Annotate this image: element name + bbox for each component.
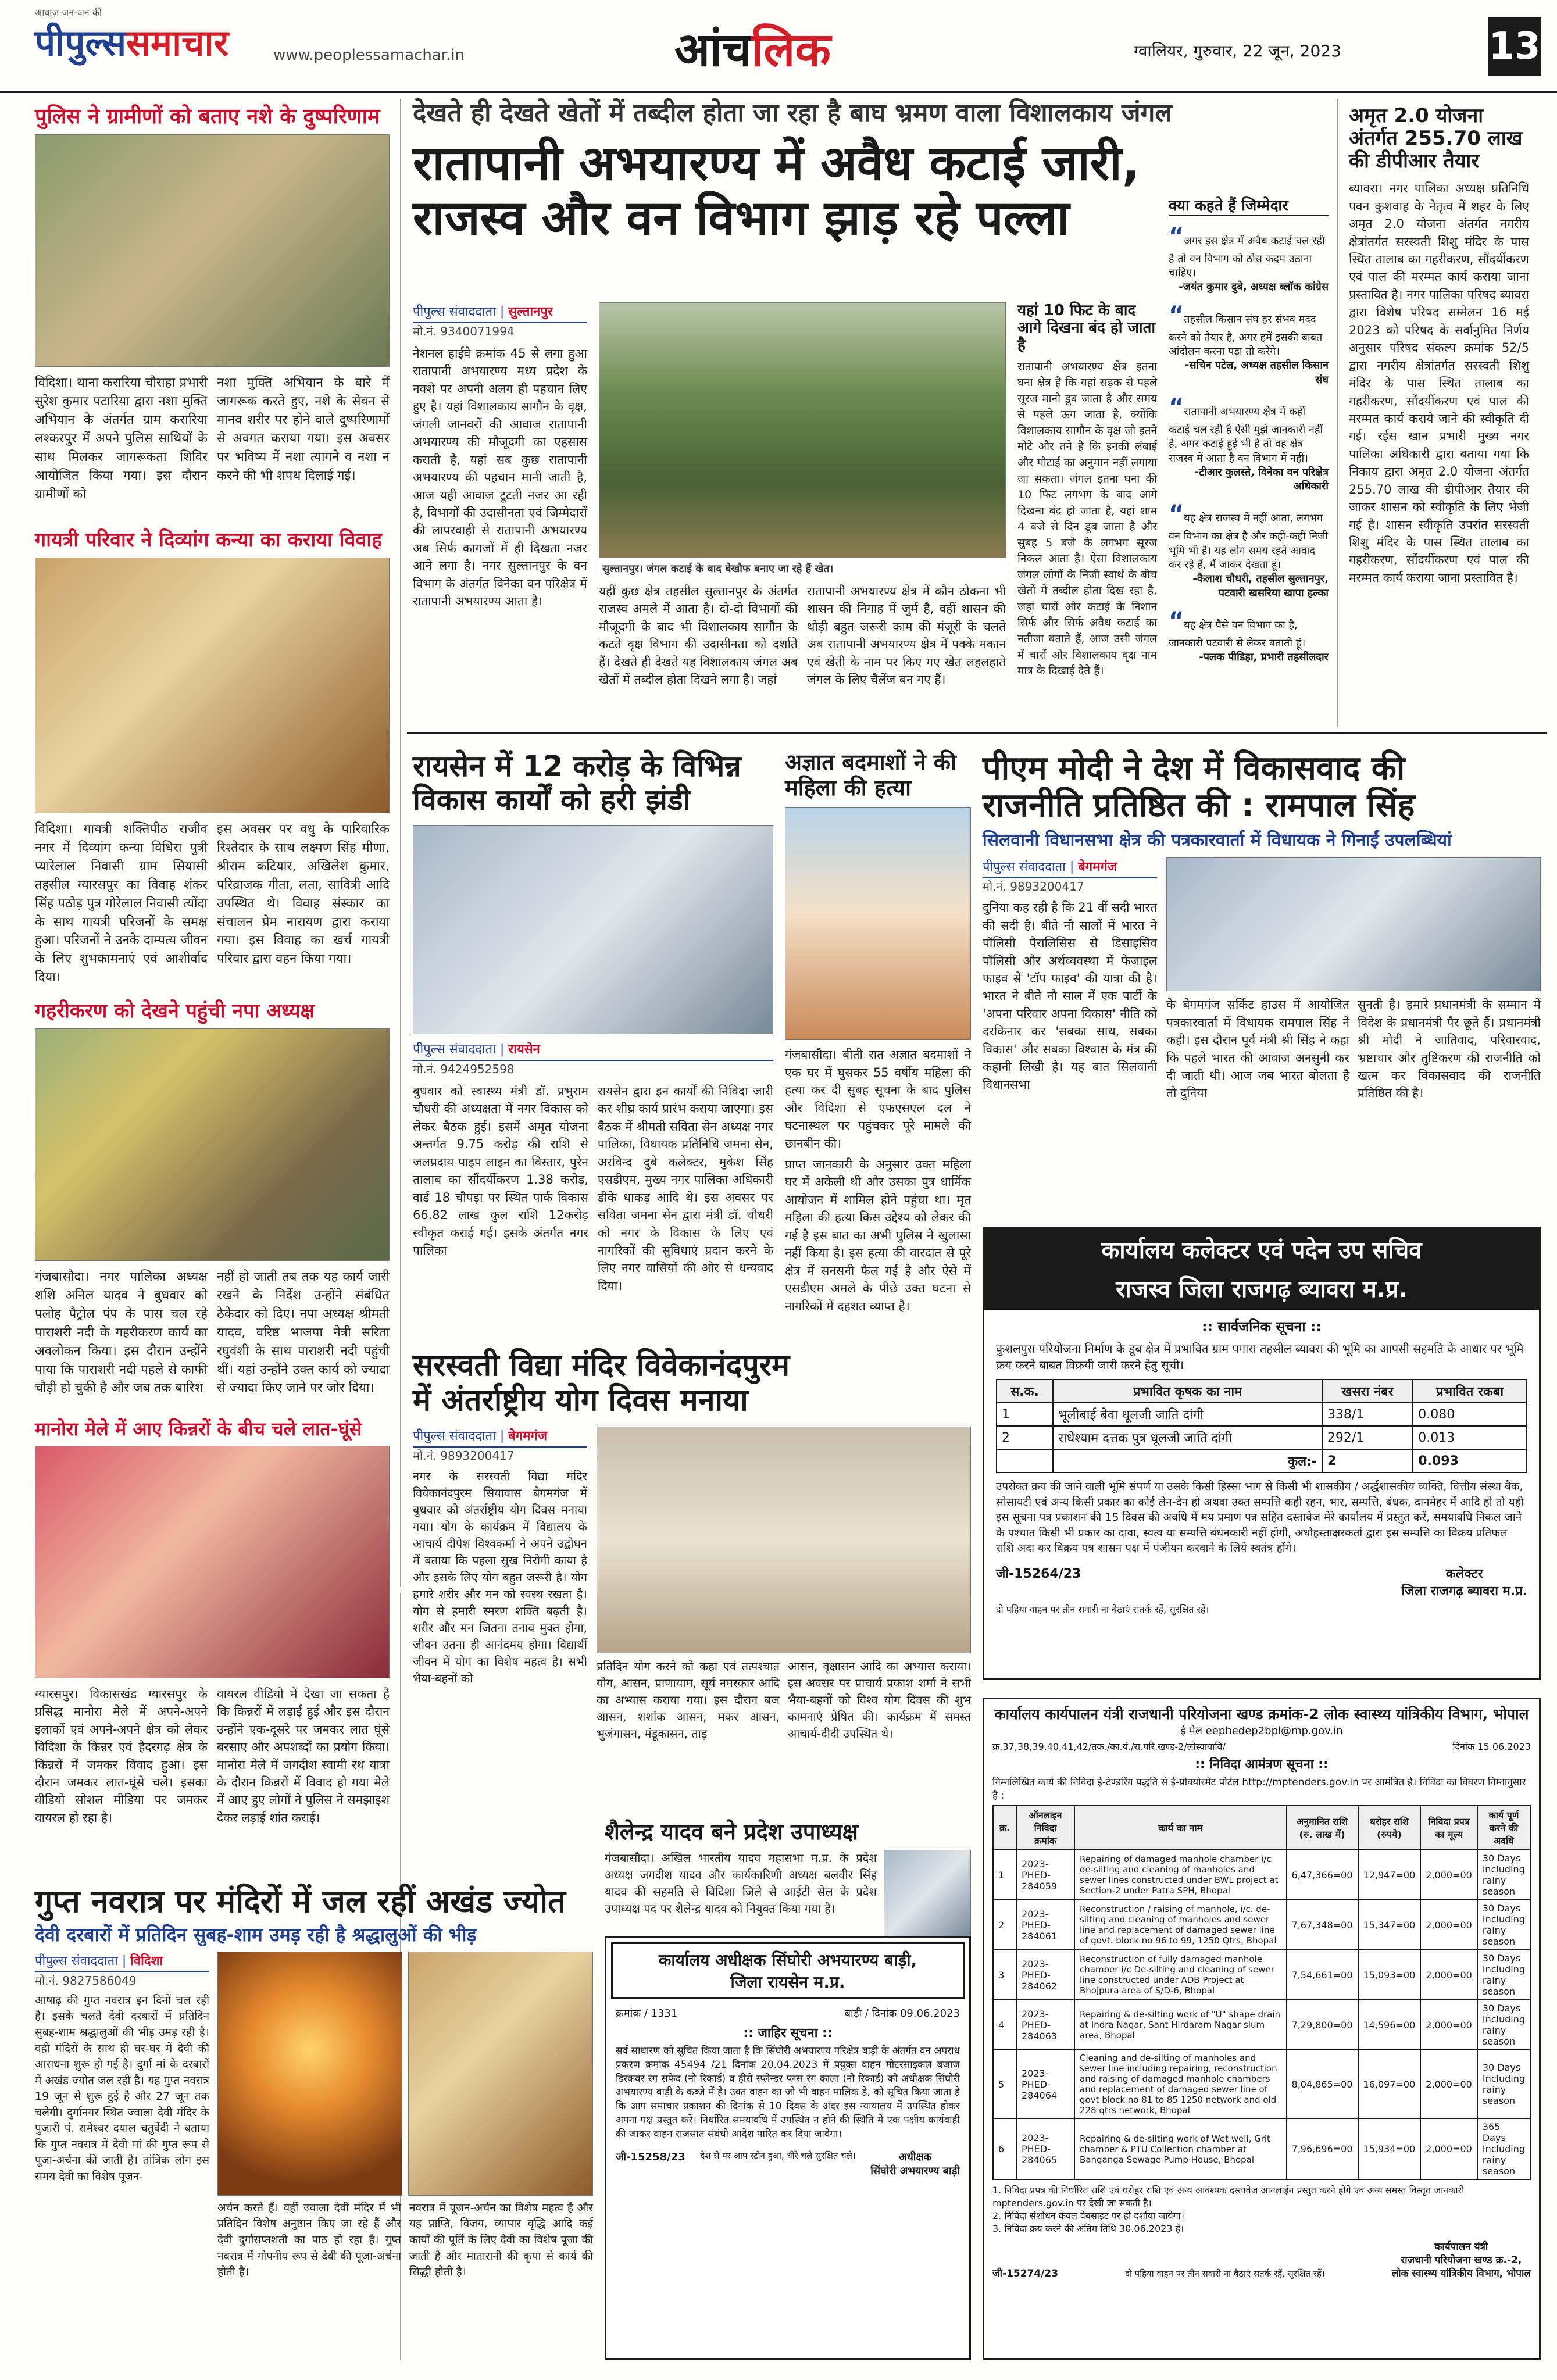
table-cell: 1: [997, 1403, 1053, 1426]
byline-mobile: मो.नं. 9827586049: [35, 1973, 137, 1988]
byline-place: रायसेन: [508, 1042, 540, 1057]
table-cell: 6: [993, 2118, 1016, 2179]
table-cell: 8,04,865=00: [1287, 2050, 1358, 2118]
byline-name: पीपुल्स संवाददाता: [413, 1042, 496, 1057]
page-number: 13: [1488, 17, 1541, 76]
table-header: क्र.: [993, 1806, 1016, 1850]
table-header: अनुमानित राशि (रु. लाख में): [1287, 1806, 1358, 1850]
story-headline: शैलेन्द्र यादव बने प्रदेश उपाध्यक्ष: [605, 1819, 858, 1845]
photo-yoga: [597, 1427, 971, 1653]
table-cell: 7,96,696=00: [1287, 2118, 1358, 2179]
banner-photo-block: [599, 302, 1006, 689]
story-headline: गायत्री परिवार ने दिव्यांग कन्या का कराया विवाह: [35, 528, 383, 552]
story-body: इस अवसर पर वधु के पारिवारिक रिश्तेदार के साथ लक्ष्मण सिंह मीणा, श्रीराम कटियार, अखिलेश कुमार, परिव्राजक गीता, लता, सावित्री आदि उपस्थित थे। विवाह संस्कार का संचालन प्रेम नारायण द्वारा कराया गया। इस विवाह का खर्च गायत्री परिवार द्वारा वहन किया गया।: [217, 822, 390, 967]
total-label: कुल:-: [1053, 1449, 1322, 1473]
notice-title-1: कार्यालय कलेक्टर एवं पदेन उप सचिव: [984, 1228, 1539, 1270]
story-body: आसन, वृक्षासन आदि का अभ्यास कराया। इस अवसर पर प्राचार्य प्रकाश शर्मा ने सभी भैया-बहनों को विश्व योग दिवस की शुभ कामनाएं प्रेषित की। कार्यक्रम में समस्त आचार्य-दीदी उपस्थित थे।: [788, 1659, 971, 1741]
photo-press-conference: [1166, 857, 1541, 991]
table-cell: Cleaning and de-silting of manholes and sewer line including repairing, reconstruction and raising of damaged manhole chambers and replacement of damaged sewer line of govt block no 81 to 85 1250 network and old 228 qtrs network, Bhopal: [1074, 2050, 1287, 2118]
dateline: ग्वालियर, गुरुवार, 22 जून, 2023: [1134, 41, 1341, 60]
table-row: [997, 1426, 1527, 1449]
table-cell: 15,347=00: [1358, 1900, 1421, 1950]
notice-date: बाड़ी / दिनांक 09.06.2023: [844, 2007, 960, 2020]
table-cell: 15,934=00: [1358, 2118, 1421, 2179]
table-cell: 7,54,661=00: [1287, 1950, 1358, 2000]
land-table: [996, 1379, 1527, 1473]
table-row: [993, 2000, 1530, 2050]
collector-notice: [983, 1227, 1541, 1680]
notice-footer: दो पहिया वाहन पर तीन सवारी ना बैठाएं सतर्क रहें, सुरक्षित रहें।: [996, 1603, 1209, 1615]
story-modi: [983, 750, 1541, 1102]
story-body: नगर के सरस्वती विद्या मंदिर विवेकानंदपुरम सियावास बेगमगंज में बुधवार को अंतर्राष्ट्रीय योग दिवस मनाया गया। योग के कार्यक्रम में विद्यालय के आचार्य दीपेश विश्वकर्मा ने अपने उद्बोधन में बताया कि पहला सुख निरोगी काया है और इसके लिए योग बहुत जरूरी है। योग हमारे शरीर और मन को स्वस्थ रखता है। योग से हमारी स्मरण शक्ति बढ़ती है। शरीर और मन जितना तनाव मुक्त होगा, जीवन उतना ही आनंदमय होगा। विद्यार्थी जीवन में योग का विशेष महत्व है। सभी भैया-बहनों को: [413, 1468, 587, 1685]
masthead: [0, 0, 1557, 93]
table-cell: 2: [997, 1426, 1053, 1449]
quote-text: यह क्षेत्र राजस्व में नहीं आता, लगभग वन विभाग का क्षेत्र है और कहीं-कहीं निजी भूमि भी है। यह लोग समय रहते आवाद कर रहे हैं, मैं जाकर देखता हूं।: [1169, 512, 1329, 571]
table-cell: Repairing & de-silting work of "U" shape drain at Indra Nagar, Sant Hirdaram Nagar slum area, Bhopal: [1074, 2000, 1287, 2050]
logo-part-b: समाचार: [126, 22, 228, 64]
notice-code: जी-15274/23: [992, 2268, 1059, 2279]
section-divider: [407, 732, 1547, 734]
sign-title: कार्यपालन यंत्री: [1434, 2241, 1488, 2253]
table-cell: 7,67,348=00: [1287, 1900, 1358, 1950]
table-header: प्रभावित रकबा: [1413, 1380, 1527, 1403]
table-cell: 30 Days Including rainy season: [1477, 2000, 1530, 2050]
table-cell: 2,000=00: [1420, 1850, 1477, 1900]
notice-title-1: कार्यालय अधीक्षक सिंघोरी अभयारण्य बाड़ी,: [658, 1950, 917, 1970]
byline-mobile: मो.नं. 9893200417: [983, 880, 1084, 894]
story-body: वायरल वीडियो में देखा जा सकता है कि किन्नरों में लड़ाई हुई और इस दौरान उन्होंने एक-दूसरे पर जमकर लात घूंसे बरसाए और अपशब्दों का प्रयोग किया। मानोरा मेले में जगदीश स्वामी रथ यात्रा के दौरान किन्नरों में विवाद हो गया मेले में आए हुए लोगों ने पुलिस ने समझाइश देकर लड़ाई शांत कराई।: [217, 1686, 390, 1825]
sign-office: जिला राजगढ़ ब्यावरा म.प्र.: [1401, 1584, 1527, 1599]
tender-note: 3. निविदा क्रय करने की अंतिम तिथि 30.06.2023 है।: [992, 2223, 1184, 2234]
table-cell: 1: [993, 1850, 1016, 1900]
byline-place: बेगमगंज: [1078, 860, 1117, 875]
story-headline: पुलिस ने ग्रामीणों को बताए नशे के दुष्परिणाम: [35, 105, 380, 128]
story-headline: मानोरा मेले में आए किन्नरों के बीच चले लात-घूंसे: [35, 1418, 362, 1440]
story-headline-2: राजनीति प्रतिष्ठित की : रामपाल सिंह: [983, 787, 1415, 825]
byline-mobile: मो.नं. 9893200417: [413, 1448, 515, 1463]
photo-lamps: [217, 1952, 402, 2196]
story-subhead: सिलवानी विधानसभा क्षेत्र की पत्रकारवार्ता में विधायक ने गिनाईं उपलब्धियां: [983, 830, 1452, 850]
sindhuri-notice: [605, 1936, 971, 2360]
story-body: बुधवार को स्वास्थ्य मंत्री डॉ. प्रभुराम चौधरी की अध्यक्षता में नगर विकास को लेकर बैठक हुई। इसमें अमृत योजना अन्तर्गत 9.75 करोड़ की राशि से जलप्रदाय पाइप लाइन का विस्तार, पुरेन तालाब का सौंदर्यीकरण 1.38 करोड़, वार्ड 18 चौपड़ा पर स्थित पार्क विकास 66.82 लाख कुल राशि 12करोड़ स्वीकृत कराई गई। इसके अंतर्गत नगर पालिका: [413, 1084, 588, 1257]
table-cell: 30 Days Including rainy season: [1477, 1950, 1530, 2000]
table-cell: भूलीबाई बेवा धूलजी जाति दांगी: [1053, 1403, 1322, 1426]
sign-title: अधीक्षक: [898, 2150, 932, 2163]
tender-ref: क्र.37,38,39,40,41,42/तक./का.यं./रा.परि.खण्ड-2/लोस्वायावि/: [992, 1741, 1226, 1752]
photo-house: [785, 807, 971, 1040]
table-row: [993, 1900, 1530, 1950]
sign-office: सिंघोरी अभयारण्य बाड़ी: [870, 2164, 960, 2177]
story-body: नशा मुक्ति अभियान के बारे में जागरूक करते हुए, नशे के सेवन से मानव शरीर पर होने वाले दुष्परिणामों से अवगत कराया गया। इस अवसर पर भविष्य में नशा त्यागने व नशा न करने की भी शपथ दिलाई गई।: [217, 376, 390, 483]
total-count: 2: [1322, 1449, 1413, 1473]
official-quote: [1169, 221, 1329, 281]
column-rule: [1337, 99, 1338, 727]
table-header: निविदा प्रपत्र का मूल्य: [1420, 1806, 1477, 1850]
table-cell: राधेश्याम दत्तक पुत्र धूलजी जाति दांगी: [1053, 1426, 1322, 1449]
byline-place: बेगमगंज: [508, 1428, 548, 1443]
notice-heading: :: जाहिर सूचना ::: [743, 2026, 833, 2040]
byline: पीपुल्स संवाददाता | रायसेन: [413, 1040, 773, 1061]
newspaper-logo[interactable]: [35, 17, 228, 66]
table-cell: Repairing & de-silting work of Wet well, Grit chamber & PTU Collection chamber at Banganga Sewage Pump House, Bhopal: [1074, 2118, 1287, 2179]
photo-portrait: [884, 1850, 971, 1937]
sign-title: कलेक्टर: [1445, 1566, 1483, 1581]
story-body: ब्यावरा। नगर पालिका अध्यक्ष प्रतिनिधि पवन कुशवाह के नेतृत्व में शहर के लिए अमृत 2.0 योजना अंतर्गत नगरीय क्षेत्रांतर्गत सरस्वती शिशु मंदिर के पास स्थित तालाब का गहरीकरण, सौंदर्यीकरण एवं पाल की मरम्मत कार्य कराया जाना प्रस्तावित है। नगर पालिका परिषद ब्यावरा द्वारा विशेष परिषद सम्मेलन 16 मई 2023 को परिषद के सर्वानुमित निर्णय अनुसार परिषद संकल्प क्रमांक 52/5 द्वारा नगरीय क्षेत्रांतर्गत सरस्वती शिशु मंदिर के पास स्थित तालाब का गहरीकरण, सौंदर्यीकरण एवं पाल की मरम्मत कार्य कराये जाने की स्वीकृति दी गई। रईस खान प्रभारी मुख्य नगर पालिका अधिकारी द्वारा बताया गया कि निकाय द्वारा अमृत 2.0 योजना अंतर्गत 255.70 लाख की डीपीआर तैयार की जाकर शासन को स्वीकृति के लिए भेजी गई है। शासन स्वीकृति उपरांत सरस्वती शिशु मंदिर के पास स्थित तालाब का गहरीकरण, सौंदर्यीकरण एवं पाल की मरम्मत कार्य कराया जाना प्रस्तावित है।: [1349, 181, 1529, 585]
byline: पीपुल्स संवाददाता | विदिशा: [35, 1952, 209, 1972]
table-cell: 7,29,800=00: [1287, 2000, 1358, 2050]
tender-heading: :: निविदा आमंत्रण सूचना ::: [1195, 1757, 1329, 1772]
table-cell: 14,596=00: [1358, 2000, 1421, 2050]
sub-body: रातापानी अभयारण्य क्षेत्र इतना घना क्षेत्र है कि यहां सड़क से पहले सूरज मानो डूब जाता है और समय से पहले ऊग जाता है, क्योंकि विशालकाय सागौन के वृक्ष जो इतने मोटे और तने है कि इनकी लंबाई और मोटाई का अनुमान नहीं लगाया जा सकता। जंगल इतना घना की 10 फिट लगभग के बाद आगे दिखना बंद हो जाता है, यहां शाम 4 बजे से दिन डूब जाता है और सुबह 5 बजे के लगभग सूरज निकल आता है। ऐसा विशालकाय जंगल लोगों के निजी स्वार्थ के बीच खेतों में तब्दील होता दिख रहा है, जहां चारों ओर कटाई के निशान सिर्फ और सिर्फ अवैध कटाई का नतीजा बताते हैं, आज उसी जंगल में चारों ओर विशालकाय वृक्ष नाम मात्र के दिखाई देते हैं।: [1017, 360, 1157, 678]
tender-note: 2. निविदा संशोधन केवल वेबसाइट पर ही दर्शाया जायेगा।: [992, 2210, 1184, 2221]
story-gayatri-wedding: [35, 529, 390, 987]
quote-icon: “: [1169, 223, 1184, 250]
notice-title-2: जिला रायसेन म.प्र.: [730, 1972, 845, 1992]
photo-fight: [35, 1446, 390, 1678]
table-header: स.क.: [997, 1380, 1053, 1403]
table-cell: Reconstruction / raising of manhole, i/c. de-silting and cleaning of manholes and sewer line and replacement of damaged sewer line of govt. block no 96 to 99, 1250 Qtrs, Bhopal: [1074, 1900, 1287, 1950]
table-cell: 2023-PHED-284062: [1016, 1950, 1074, 2000]
table-cell: 12,947=00: [1358, 1850, 1421, 1900]
total-area: 0.093: [1413, 1449, 1527, 1473]
notice-code: जी-15264/23: [996, 1566, 1081, 1581]
quote-author: -जयंत कुमार दुबे, अध्यक्ष ब्लॉक कांग्रेस: [1179, 281, 1329, 294]
tender-title: कार्यालय कार्यपालन यंत्री राजधानी परियोजना खण्ड क्रमांक-2 लोक स्वास्थ्य यांत्रिकीय विभाग, भोपाल: [994, 1706, 1529, 1723]
byline: पीपुल्स संवाददाता | बेगमगंज: [983, 857, 1157, 878]
photo-jcb-river: [35, 1028, 390, 1261]
story-body: नवरात्र में पूजन-अर्चन का विशेष महत्व है और यह प्राप्ति, विजय, व्यापार वृद्धि आदि कई कार्यों की पूर्ति के लिए देवी का विशेष पूजा की जाती है और मातारानी की कृपा से कार्य की सिद्धी होती है।: [409, 2201, 593, 2279]
story-body: गंजबासौदा। नगर पालिका अध्यक्ष शशि अनिल यादव ने बुधवार को पलोह पैट्रोल पंप के पास चल रहे पाराशरी नदी के गहरीकरण कार्य का अवलोकन किया। इस दौरान उन्होंने पाया कि पाराशरी नदी पहले से काफी चौड़ी हो चुकी है और जब तक बारिश: [35, 1270, 208, 1396]
quote-icon: “: [1169, 501, 1184, 528]
section-title: [674, 16, 831, 80]
byline: पीपुल्स संवाददाता | सुल्तानपुर: [413, 302, 587, 323]
quote-author: -कैलाश चौधरी, तहसील सुल्तानपुर, पटवारी खसरिया खापा हल्का: [1192, 573, 1329, 599]
story-body: अर्चन करते हैं। वहीं ज्वाला देवी मंदिर में भी प्रतिदिन विशेष अनुष्ठान किए जा रहे हैं और देवी दुर्गासप्तशती का पाठ हो रहा है। गुप्त नवरात्र में गोपनीय रूप से देवी की पूजा-अर्चना होती है।: [217, 2201, 401, 2279]
table-cell: 30 Days Including rainy season: [1477, 2050, 1530, 2118]
quote-author: -पलक पीडिहा, प्रभारी तहसीलदार: [1199, 651, 1329, 664]
table-cell: 2,000=00: [1420, 1900, 1477, 1950]
banner-body-2: यहीं कुछ क्षेत्र तहसील सुल्तानपुर के अंतर्गत राजस्व अमले में आता है। दो-दो विभागों की मौजूदगी के बाद भी विशालकाय सागौन के कटते वृक्ष विभाग की उदासीनता को दर्शाते हैं। देखते ही देखते यह विशालकाय जंगल अब खेतों में तब्दील होता दिखने लगा है। जहां: [599, 584, 798, 687]
byline-name: पीपुल्स संवाददाता: [983, 860, 1066, 875]
quote-text: तहसील किसान संघ हर संभव मदद करने को तैयार है, अगर हमें इसकी बाबत आंदोलन करना पड़ा तो करेंगे।: [1169, 313, 1323, 358]
table-cell: 6,47,366=00: [1287, 1850, 1358, 1900]
official-quote: [1169, 392, 1329, 466]
quote-text: रातापानी अभयारण्य क्षेत्र में कहीं कटाई चल रही है ऐसी मुझे जानकारी नहीं है, अगर कटाई हुई भी है तो वह क्षेत्र राजस्व में आता है वन विभाग में नहीं।: [1169, 405, 1323, 464]
table-cell: Reconstruction of fully damaged manhole chamber i/c De-silting and cleaning of sewer line constructed under ADB Project at Bhojpura area of S/D-6, Bhopal: [1074, 1950, 1287, 2000]
story-body: गंजबासौदा। अखिल भारतीय यादव महासभा म.प्र. के प्रदेश अध्यक्ष जगदीश यादव और कार्यकारिणी अध्यक्ष बलवीर सिंह यादव की सहमति से विदिशा जिले से आईटी सेल के प्रदेश उपाध्यक्ष पद पर शैलेन्द्र यादव को नियुक्त किया गया है।: [605, 1850, 877, 1916]
byline-mobile: मो.नं. 9340071994: [413, 324, 515, 338]
quote-icon: “: [1169, 301, 1184, 328]
story-subhead: देवी दरबारों में प्रतिदिन सुबह-शाम उमड़ रही है श्रद्धालुओं की भीड़: [35, 1924, 477, 1946]
table-cell: 15,093=00: [1358, 1950, 1421, 2000]
story-saraswati: [413, 1349, 971, 1742]
table-cell: 292/1: [1322, 1426, 1413, 1449]
story-police-awareness: [35, 105, 390, 504]
official-quote: [1169, 605, 1329, 651]
story-headline: गहरीकरण को देखने पहुंची नपा अध्यक्ष: [35, 999, 315, 1023]
notice-footer: देश से पर आप स्टोन हुआ, धीरे चले सुरक्षित चले।: [700, 2150, 856, 2161]
table-cell: 2023-PHED-284065: [1016, 2118, 1074, 2179]
table-header: खसरा नंबर: [1322, 1380, 1413, 1403]
table-cell: 4: [993, 2000, 1016, 2050]
story-body: प्रतिदिन योग करने को कहा एवं तत्पश्चात योग, आसन, प्राणायाम, सूर्य नमस्कार आदि का अभ्यास कराया गया। इस दौरान बज आसन, शशांक आसन, मकर आसन, भुजंगासन, मंडूकासन, ताड़: [597, 1659, 780, 1741]
quote-icon: “: [1169, 394, 1184, 421]
notice-code: जी-15258/23: [616, 2150, 685, 2163]
byline-name: पीपुल्स संवाददाता: [413, 305, 496, 319]
table-cell: Repairing of damaged manhole chamber i/c de-silting and cleaning of manholes and sewer lines constructed under BWL project at Section-2 under Patra SPH, Bhopal: [1074, 1850, 1287, 1900]
byline-place: विदिशा: [130, 1953, 163, 1968]
table-cell: 5: [993, 2050, 1016, 2118]
sign-dept: लोक स्वास्थ्य यांत्रिकीय विभाग, भोपाल: [1391, 2268, 1531, 2279]
tender-table: [992, 1805, 1531, 2180]
table-header: प्रभावित कृषक का नाम: [1053, 1380, 1322, 1403]
notice-body: सर्व साधारण को सूचित किया जाता है कि सिंघोरी अभयारण्य परिक्षेत्र बाड़ी के अंतर्गत वन अपराध प्रकरण क्रमांक 45494 /21 दिनांक 20.04.2023 में प्रयुक्त वाहन मोटरसाइकल बजाज डिस्कवर रंग सफेद (नो रिकार्ड) व हीरो स्प्लेन्डर प्लस रंग काला (नो रिकार्ड) को अधीक्षक सिंघोरी अभयारण्य बाड़ी के कब्जे में है। उक्त वाहन का जो भी वाहन मालिक है, को सूचित किया जाता है कि आप समाचार प्रकाशन की दिनांक से 10 दिवस के अंदर इस न्यायालय में उपस्थित होकर अपना पक्ष प्रस्तुत करें। निर्धारित समयावधि में उपस्थित न होने की स्थिति में एक पक्षीय कार्यवाही की जाकर वाहन राजसात संबंधी आदेश पारित कर दिया जावेगा।: [616, 2045, 960, 2140]
table-header: ऑनलाइन निविदा क्रमांक: [1016, 1806, 1074, 1850]
story-body: गंजबासौदा। बीती रात अज्ञात बदमाशों ने एक घर में घुसकर 55 वर्षीय महिला की हत्या कर दी सुबह सूचना के बाद पुलिस और विदिशा से एफएसएल दल ने घटनास्थल पर पहुंचकर पूरे मामले की छानबीन की।: [785, 1048, 971, 1150]
story-headline: अमृत 2.0 योजना अंतर्गत 255.70 लाख की डीपीआर तैयार: [1349, 104, 1523, 173]
story-headline-1: सरस्वती विद्या मंदिर विवेकानंदपुरम: [413, 1348, 790, 1383]
story-body: ग्यारसपुर। विकासखंड ग्यारसपुर के प्रसिद्ध मानोरा मेले में अपने-अपने इलाकों एवं अपने-अपने क्षेत्र को लेकर विदिशा के किन्नर एवं हैदरगढ़ क्षेत्र के किन्नरों में जमकर विवाद हुआ। इस दौरान जमकर लात-घूंसे चले। इसका वीडियो सोशल मीडिया पर जमकर वायरल हो रहा है।: [35, 1686, 208, 1825]
section-title-b: लिक: [751, 23, 831, 77]
story-headline-2: में अंतर्राष्ट्रीय योग दिवस मनाया: [413, 1382, 748, 1418]
table-cell: 2023-PHED-284064: [1016, 2050, 1074, 2118]
photo-police-villagers: [35, 134, 390, 367]
story-headline: गुप्त नवरात्र पर मंदिरों में जल रहीं अखंड ज्योत: [35, 1883, 566, 1920]
notice-body: उपरोक्त क्रय की जाने वाली भूमि संपर्ण या उसके किसी हिस्सा भाग से किसी भी शासकीय / अर्द्धशासकीय व्यक्ति, वित्तीय संस्था बैंक, सोसायटी एवं अन्य किसी प्रकार का कोई लेन-देन हो अथवा उक्त सम्पत्ति कही रहन, भार, सम्पत्ति, बंधक, दानमेहर में आदि हो तो यही इस सूचना पत्र प्रकाशन की 15 दिवस की अवधि में मय प्रमाण पत्र सहित दस्तावेज मेरे कार्यालय में प्रस्तुत करें, समयावधि निकल जाने के पश्चात किसी भी प्रकार का दावा, स्वत्व या सम्पत्ति बंधनकारी नहीं होगी, अधोहस्ताक्षरकर्ता द्वारा इस सम्पत्ति का विक्रय प्रतिफल राशि अदा कर विक्रय पत्र शासन पक्ष में पंजीयन करवाने के लिये स्वतंत्र होंगे।: [996, 1480, 1524, 1555]
table-cell: 2,000=00: [1420, 2050, 1477, 2118]
table-cell: 2023-PHED-284059: [1016, 1850, 1074, 1900]
story-murder: [785, 750, 971, 1315]
table-cell: 365 Days Including rainy season: [1477, 2118, 1530, 2179]
story-shailendra: [605, 1820, 971, 1937]
notice-intro: कुशलपुरा परियोजना निर्माण के डूब क्षेत्र में प्रभावित ग्राम पगारा तहसील ब्यावरा की भूमि का आपसी सहमति के आधार पर भूमि क्रय करने बाबत विक्रयी जारी करने हेतु सूची।: [996, 1342, 1524, 1372]
banner-byline-block: [413, 302, 587, 610]
photo-meeting: [413, 825, 773, 1034]
table-cell: 338/1: [1322, 1403, 1413, 1426]
tender-notice: [983, 1698, 1541, 2360]
quote-text: अगर इस क्षेत्र में अवैध कटाई चल रही है तो वन विभाग को ठोस कदम उठाना चाहिए।: [1169, 234, 1325, 280]
photo-devotee: [408, 1952, 593, 2196]
quote-icon: “: [1169, 607, 1184, 634]
tender-date: दिनांक 15.06.2023: [1452, 1741, 1531, 1752]
byline-place: सुल्तानपुर: [508, 305, 553, 319]
table-cell: 2023-PHED-284063: [1016, 2000, 1074, 2050]
table-total-row: [997, 1449, 1527, 1473]
section-title-a: आंच: [674, 23, 752, 77]
story-body: विदिशा। थाना करारिया चौराहा प्रभारी सुरेश कुमार पटारिया द्वारा नशा मुक्ति अभियान के अंतर्गत ग्राम करारिया लश्करपुर में अपने पुलिस साथियों के साथ मिलकर जागरूकता शिविर आयोजित किया गया। इस दौरान ग्रामीणों को: [35, 376, 208, 502]
byline-name: पीपुल्स संवाददाता: [413, 1428, 496, 1443]
table-header: धरोहर राशि (रुपये): [1358, 1806, 1421, 1850]
notice-title-2: राजस्व जिला राजगढ़ ब्यावरा म.प्र.: [984, 1270, 1539, 1310]
table-cell: 0.080: [1413, 1403, 1527, 1426]
story-body: के बेगमगंज सर्किट हाउस में आयोजित पत्रकारवार्ता में विधायक रामपाल सिंह ने कही। इस दौरान पूर्व मंत्री श्री सिंह ने कहा कि पहले भारत की आवाज अनसुनी कर दी जाती थी। आज जब भारत बोलता है तो दुनिया: [1166, 998, 1349, 1100]
officials-box: [1169, 198, 1329, 665]
masthead-tagline: आवाज़ जन-जन की: [35, 7, 102, 18]
banner-headline-2: राजस्व और वन विभाग झाड़ रहे पल्ला: [413, 190, 1070, 246]
table-header: कार्य पूर्ण करने की अवधि: [1477, 1806, 1530, 1850]
photo-caption: सुल्तानपुर। जंगल कटाई के बाद बेखौफ बनाए जा रहे हैं खेत।: [599, 560, 1006, 577]
byline-mobile: मो.नं. 9424952598: [413, 1062, 515, 1076]
story-body: प्राप्त जानकारी के अनुसार उक्त महिला घर में अकेली थी और उसका पुत्र धार्मिक आयोजन में शामिल होने पहुंचा था। मृत महिला की हत्या किस उद्देश्य को लेकर की गई है इस बात का अभी पुलिस ने खुलासा नहीं किया है। इस हत्या की वारदात से पूरे क्षेत्र में सनसनी फैल गई है और ऐसे में एसडीएम अमले के पीछे उक्त घटना से नागरिकों में दहशत व्याप्त है।: [785, 1157, 971, 1313]
column-rule: [400, 99, 401, 1587]
banner-kicker: देखते ही देखते खेतों में तब्दील होता जा रहा है बाघ भ्रमण वाला विशालकाय जंगल: [413, 98, 1173, 128]
officials-title: क्या कहते हैं जिम्मेदार: [1169, 198, 1329, 216]
story-body: विदिशा। गायत्री शक्तिपीठ राजीव नगर में दिव्यांग कन्या विधिरा पुत्री प्यारेलाल निवासी ग्राम सियासी तहसील ग्यारसपुर का विवाह शंकर सिंह पठोड़ पुत्र गोरेलाल निवासी त्योंदा के साथ गायत्री परिजनों के समक्ष हुआ। परिजनों ने उनके दाम्पत्य जीवन के लिए शुभकामनाएं एवं आशीर्वाद दिया।: [35, 822, 208, 985]
quote-author: -सचिन पटेल, अध्यक्ष तहसील किसान संघ: [1184, 359, 1329, 386]
tender-intro: निम्नलिखित कार्य की निविदा ई-टेण्डरिंग पद्धति से ई-प्रोक्योरमेंट पोर्टल http://mptenders.gov.in पर आमंत्रित है। निविदा का विवरण निम्नानुसार है :: [992, 1777, 1526, 1802]
story-body: सुनती है। हमारे प्रधानमंत्री के सम्मान में विदेश के प्रधानमंत्री पैर छूते हैं। प्रधानमंत्री श्री मोदी ने जातिवाद, परिवारवाद, भ्रष्टाचार और तुष्टिकरण की राजनीति को खत्म कर विकासवाद की राजनीति प्रतिष्ठित की है।: [1358, 998, 1541, 1100]
notice-heading: :: सार्वजनिक सूचना ::: [1201, 1318, 1322, 1335]
quote-text: यह क्षेत्र पैसे वन विभाग का है, जानकारी पटवारी से लेकर बताती हूं।: [1169, 619, 1306, 649]
story-headline: अज्ञात बदमाशों ने की महिला की हत्या: [785, 749, 956, 801]
table-cell: 2023-PHED-284061: [1016, 1900, 1074, 1950]
table-cell: 2,000=00: [1420, 1950, 1477, 2000]
official-quote: [1169, 299, 1329, 359]
story-body: आषाढ़ की गुप्त नवरात्र इन दिनों चल रही है। इसके चलते देवी दरबारों में प्रतिदिन सुबह-शाम श्रद्धालुओं की भीड़ उमड़ रही है। वहीं मंदिरों के साथ ही घर-घर में देवी की आराधना शुरू हो गई है। दुर्गा मां के दरबारों में अखंड ज्योत जल रही है। यह गुप्त नवरात्र 19 जून से शुरू हुई है और 27 जून तक चलेगी। दुर्गानगर स्थित ज्वाला देवी मंदिर के पुजारी पं. रामेश्वर दयाल चतुर्वेदी ने बताया कि गुप्त नवरात्र में देवी मां की गुप्त रूप से पूजा-अर्चना की जाती है। तांत्रिक लोग इस समय देवी का विशेष पूजन-: [35, 1993, 209, 2183]
logo-part-a: पीपुल्स: [35, 22, 127, 64]
story-body: रायसेन द्वारा इन कार्यों की निविदा जारी कर शीघ्र कार्य प्रारंभ कराया जाएगा। इस बैठक में श्रीमती सविता सेन अध्यक्ष नगर पालिका, विधायक प्रतिनिधि जमना सेन, अरविन्द दुबे कलेक्टर, मुकेश सिंह एसडीएम, मुख्य नगर पालिका अधिकारी डीके धाकड़ आदि थे। इस अवसर पर सविता जमना सेन द्वारा मंत्री डॉ. चौधरी को नगर के विकास के लिए एवं नागरिकों की सुविधाएं प्रदान करने के लिए नगर वासियों की ओर से धन्यवाद दिया।: [598, 1084, 773, 1293]
story-raisen: [413, 750, 773, 1295]
notice-footer: दो पहिया वाहन पर तीन सवारी ना बैठाएं सतर्क रहें, सुरक्षित रहें।: [1125, 2268, 1325, 2279]
table-row: [993, 2118, 1530, 2179]
sign-office: राजधानी परियोजना खण्ड क्र.-2,: [1401, 2254, 1522, 2266]
table-cell: 2: [993, 1900, 1016, 1950]
story-headline-1: पीएम मोदी ने देश में विकासवाद की: [983, 749, 1405, 787]
byline-name: पीपुल्स संवाददाता: [35, 1953, 118, 1968]
quote-author: -टीआर कुलस्ते, विनेका वन परिक्षेत्र अधिकारी: [1194, 466, 1329, 493]
byline: पीपुल्स संवाददाता | बेगमगंज: [413, 1427, 587, 1448]
story-headline: रायसेन में 12 करोड़ के विभिन्न विकास कार्यों को हरी झंडी: [413, 749, 741, 817]
banner-sidebar: [1017, 302, 1157, 680]
table-row: [997, 1403, 1527, 1426]
table-cell: 0.013: [1413, 1426, 1527, 1449]
table-cell: 16,097=00: [1358, 2050, 1421, 2118]
banner-body-3: रातापानी अभयारण्य क्षेत्र में कौन ठोकना भी शासन की निगाह में जुर्म है, वहीं शासन की थोड़ी बहुत जरूरी काम की मंजूरी के चलते अब रातापानी अभयारण्य क्षेत्र में पक्के मकान एवं खेती के नाम पर किए गए खेत लहलहाते जंगल के लिए चैलेंज बन गए हैं।: [807, 584, 1006, 687]
photo-wedding: [35, 558, 390, 813]
table-header: कार्य का नाम: [1074, 1806, 1287, 1850]
story-amrut: [1349, 105, 1529, 587]
banner-body-1: नेशनल हाईवे क्रमांक 45 से लगा हुआ रातापानी अभयारण्य मध्य प्रदेश के नक्शे पर अपनी अलग ही पहचान लिए हुए है। यहां विशालकाय सागौन के वृक्ष, जंगली जानवरों की आवाज रातापानी अभयारण्य की मौजूदगी का एहसास कराती है, यहां सब कुछ रातापानी अभयारण्य की पहचान मानी जाती है, आज यही आवाज टूटती नजर आ रही है, विभागों की उदासीनता एवं जिम्मेदारों की लापरवाही से रातापानी अभयारण्य अब सिर्फ कागजों में ही दिखता नजर आने लगा है। नगर सुल्तानपुर के वन विभाग के अंतर्गत विनेका वन परिक्षेत्र में रातापानी अभयारण्य आता है।: [413, 346, 587, 609]
story-navratri: [35, 1884, 593, 2281]
story-body: दुनिया कह रही है कि 21 वीं सदी भारत की सदी है। बीते नौ सालों में भारत ने पॉलिसी पैरालिसिस से डिसाइसिव पॉलिसी और अर्थव्यवस्था में फेजाइल फाइव से 'टॉप फाइव' की यात्रा की है। भारत ने बीते नौ साल में एक पार्टी के 'अपना परिवार अपना विकास' नीति को दरकिनार कर 'सबका साथ, सबका विकास' और सबका विश्वास के मंत्र की कहानी लिखी है। यह बात सिलवानी विधानसभा: [983, 900, 1157, 1092]
table-row: [993, 2050, 1530, 2118]
table-cell: 2,000=00: [1420, 2000, 1477, 2050]
photo-forest-cleared: [599, 302, 1006, 558]
table-row: [993, 1950, 1530, 2000]
table-cell: 30 Days including rainy season: [1477, 1850, 1530, 1900]
story-manora-fight: [35, 1418, 390, 1827]
website-link[interactable]: www.peoplessamachar.in: [273, 47, 465, 64]
tender-note: 1. निविदा प्रपत्र की निर्धारित राशि एवं धरोहर राशि एवं अन्य आवश्यक दस्तावेज आनलाईन प्रस्तुत करने होंगे एवं अन्य समस्त विस्तृत जानकारी mptenders.gov.in पर देखी जा सकती है।: [992, 2185, 1465, 2209]
sub-headline: यहां 10 फिट के बाद आगे दिखना बंद हो जाता है: [1017, 302, 1156, 354]
tender-email[interactable]: ई मेल eephedep2bpl@mp.gov.in: [1180, 1725, 1343, 1737]
notice-ref: क्रमांक / 1331: [616, 2007, 678, 2020]
table-cell: 2,000=00: [1420, 2118, 1477, 2179]
banner-headline-1: रातापानी अभयारण्य में अवैध कटाई जारी,: [413, 135, 1140, 191]
table-cell: 3: [993, 1950, 1016, 2000]
story-desilting-visit: [35, 1000, 390, 1398]
official-quote: [1169, 498, 1329, 572]
table-cell: 30 Days Including rainy season: [1477, 1900, 1530, 1950]
table-row: [993, 1850, 1530, 1900]
story-body: नहीं हो जाती तब तक यह कार्य जारी रखने के निर्देश उन्होंने संबंधित ठेकेदार को दिए। नपा अध्यक्ष श्रीमती यादव, वरिष्ठ भाजपा नेत्री सरिता रघुवंशी के साथ पाराशरी नदी पहुंची थीं। यहां उन्होंने उक्त कार्य को ज्यादा से ज्यादा किए जाने पर जोर दिया।: [217, 1270, 390, 1396]
